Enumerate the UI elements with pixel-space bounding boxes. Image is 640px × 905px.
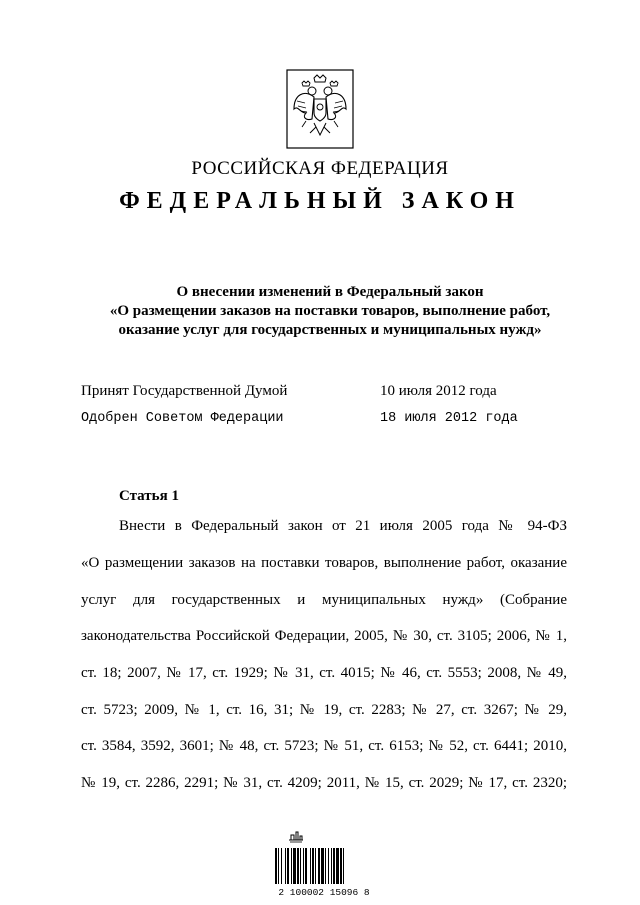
barcode-block (269, 828, 379, 900)
barcode-icon (273, 848, 377, 884)
article-text-line: ст. 3584, 3592, 3601; № 48, ст. 5723; № 51, ст. 6153; № 52, ст. 6441; 2010, (81, 738, 567, 754)
article-text-line: Внести в Федеральный закон от 21 июля 2005 года № 94-ФЗ (119, 518, 567, 534)
barcode-bar (312, 848, 314, 884)
barcode-bar (291, 848, 292, 884)
barcode-bar (303, 848, 304, 884)
barcode-bar (287, 848, 289, 884)
article-text-line: услуг для государственных и муниципальных нужд» (Собрание (81, 592, 567, 608)
barcode-bar (315, 848, 316, 884)
barcode-bar (321, 848, 324, 884)
article-text-line: «О размещении заказов на поставки товаров, выполнение работ, оказание (81, 555, 567, 571)
barcode-bar (325, 848, 326, 884)
barcode-bar (297, 848, 299, 884)
law-title-line: О внесении изменений в Федеральный закон (176, 284, 484, 300)
barcode-bar (281, 848, 282, 884)
law-title-line: оказание услуг для государственных и муниципальных нужд» (118, 322, 542, 338)
law-title-line: «О размещении заказов на поставки товаров, выполнение работ, (109, 303, 551, 319)
article-heading: Статья 1 (119, 488, 179, 504)
coat-of-arms-icon (286, 69, 354, 149)
barcode-bar (328, 848, 329, 884)
barcode-bar (343, 848, 344, 884)
barcode-bar (340, 848, 342, 884)
barcode-bar (331, 848, 332, 884)
barcode-bar (310, 848, 311, 884)
barcode-bar (285, 848, 286, 884)
law-title (60, 283, 600, 340)
barcode-bar (293, 848, 296, 884)
barcode-bar (336, 848, 339, 884)
stamp-mark-icon (287, 828, 305, 844)
duma-adoption-label: Принят Государственной Думой (81, 383, 288, 399)
article-text-line: ст. 5723; 2009, № 1, ст. 16, 31; № 19, ст. 2283; № 27, ст. 3267; № 29, (81, 702, 567, 718)
barcode-bar (305, 848, 307, 884)
barcode-bar (300, 848, 301, 884)
document-type: ФЕДЕРАЛЬНЫЙ ЗАКОН (119, 188, 521, 214)
article-text-line: № 19, ст. 2286, 2291; № 31, ст. 4209; 2011, № 15, ст. 2029; № 17, ст. 2320; (81, 775, 567, 791)
duma-adoption-date: 10 июля 2012 года (380, 383, 497, 399)
country-name: РОССИЙСКАЯ ФЕДЕРАЦИЯ (191, 158, 449, 179)
council-approval-date: 18 июля 2012 года (380, 411, 518, 426)
barcode-bar (275, 848, 277, 884)
article-text-line: законодательства Российской Федерации, 2005, № 30, ст. 3105; 2006, № 1, (81, 628, 567, 644)
article-text-line: ст. 18; 2007, № 17, ст. 1929; № 31, ст. 4015; № 46, ст. 5553; 2008, № 49, (81, 665, 567, 681)
council-approval-label: Одобрен Советом Федерации (81, 411, 284, 426)
barcode-bar (278, 848, 279, 884)
barcode-number: 2 100002 15096 8 (278, 887, 370, 898)
barcode-bar (333, 848, 335, 884)
barcode-bar (318, 848, 320, 884)
